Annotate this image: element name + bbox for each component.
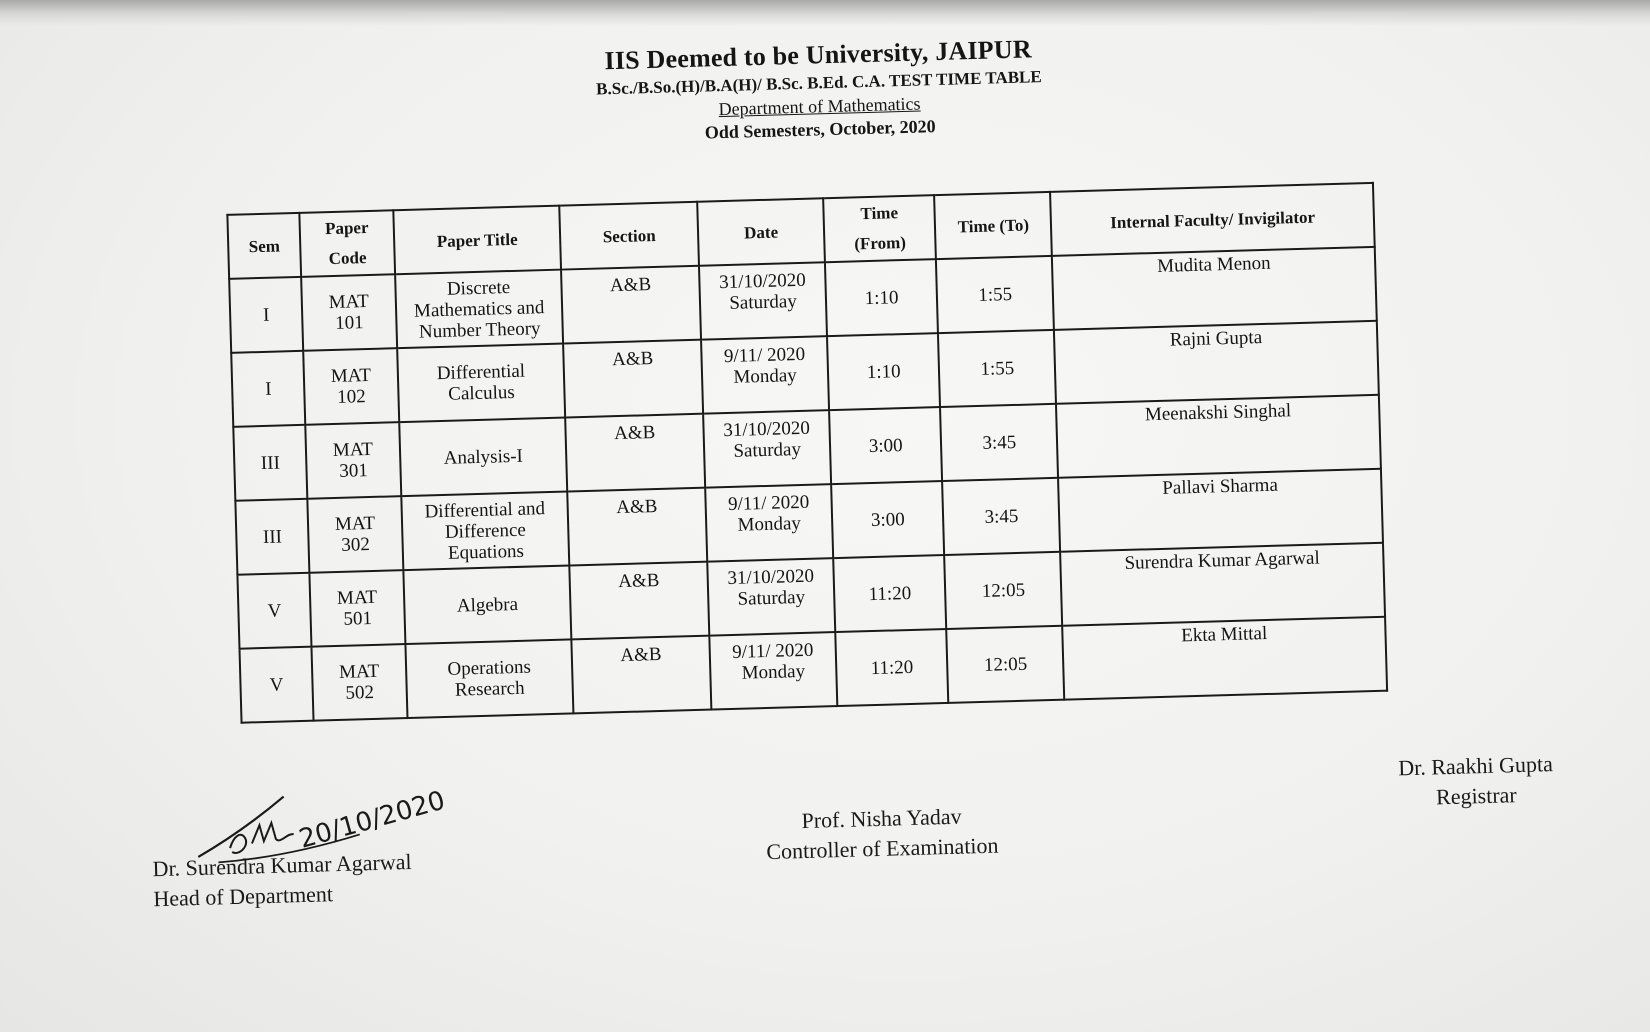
cell-sem: I [229, 277, 303, 353]
cell-paper-title: Algebra [403, 565, 572, 644]
cell-date: 9/11/ 2020 Monday [705, 484, 833, 561]
cell-date: 9/11/ 2020 Monday [709, 632, 837, 709]
cell-faculty: Rajni Gupta [1054, 321, 1378, 404]
programme-title: B.Sc./B.So.(H)/B.A(H)/ B.Sc. B.Ed. C.A. TEST TIME TABLE [595, 67, 1042, 99]
cell-paper-code: MAT 502 [312, 644, 408, 721]
timetable [226, 182, 1388, 724]
cell-paper-title: Discrete Mathematics and Number Theory [395, 270, 564, 349]
cell-sem: I [231, 351, 305, 427]
cell-time-from: 1:10 [827, 333, 940, 410]
university-title: IIS Deemed to be University, JAIPUR [604, 34, 1033, 76]
cell-sem: III [235, 499, 309, 575]
cell-faculty: Surendra Kumar Agarwal [1061, 543, 1385, 626]
cell-faculty: Ekta Mittal [1063, 617, 1387, 700]
coe-name: Prof. Nisha Yadav [801, 803, 962, 834]
cell-paper-code: MAT 302 [307, 496, 403, 573]
cell-date: 9/11/ 2020 Monday [701, 336, 829, 413]
cell-faculty: Meenakshi Singhal [1056, 395, 1380, 478]
cell-time-from: 3:00 [829, 407, 942, 484]
coe-title: Controller of Examination [766, 832, 999, 865]
registrar-signatory [1398, 749, 1554, 813]
coe-signatory [765, 801, 999, 867]
document-header [388, 27, 1250, 152]
cell-section: A&B [561, 266, 701, 344]
cell-faculty: Pallavi Sharma [1059, 469, 1383, 552]
cell-time-from: 11:20 [833, 555, 946, 632]
cell-date: 31/10/2020 Saturday [703, 410, 831, 487]
cell-section: A&B [565, 414, 705, 492]
cell-sem: V [237, 573, 311, 649]
cell-faculty: Mudita Menon [1052, 247, 1376, 330]
cell-section: A&B [563, 340, 703, 418]
cell-paper-code: MAT 101 [301, 274, 397, 351]
registrar-name: Dr. Raakhi Gupta [1397, 751, 1554, 781]
cell-paper-code: MAT 102 [303, 348, 399, 425]
header-sem: Sem [227, 213, 301, 279]
cell-time-to: 1:55 [938, 330, 1056, 407]
cell-time-from: 11:20 [835, 629, 948, 706]
cell-paper-title: Analysis-I [399, 418, 568, 497]
cell-time-to: 3:45 [940, 404, 1058, 481]
cell-time-to: 3:45 [942, 478, 1060, 555]
department-title: Department of Mathematics [718, 93, 921, 120]
cell-date: 31/10/2020 Saturday [707, 558, 835, 635]
cell-paper-code: MAT 301 [305, 422, 401, 499]
header-time-to: Time (To) [934, 192, 1052, 259]
cell-section: A&B [568, 488, 708, 566]
hod-signatory [152, 847, 413, 914]
cell-date: 31/10/2020 Saturday [699, 262, 827, 339]
registrar-title: Registrar [1435, 782, 1518, 810]
header-date: Date [697, 198, 825, 265]
cell-paper-code: MAT 501 [310, 570, 406, 647]
header-section: Section [560, 202, 699, 270]
hod-title: Head of Department [153, 881, 334, 912]
cell-time-from: 1:10 [825, 259, 938, 336]
cell-sem: III [233, 425, 307, 501]
header-paper-code: Paper Code [300, 210, 395, 277]
cell-time-to: 1:55 [936, 256, 1054, 333]
cell-time-to: 12:05 [946, 626, 1064, 703]
session-title: Odd Semesters, October, 2020 [704, 116, 936, 143]
cell-time-to: 12:05 [944, 552, 1062, 629]
cell-paper-title: Operations Research [405, 639, 574, 718]
cell-section: A&B [572, 636, 712, 714]
hod-name: Dr. Surendra Kumar Agarwal [152, 848, 412, 882]
cell-section: A&B [570, 562, 710, 640]
cell-paper-title: Differential Calculus [397, 344, 566, 423]
signature-date: 20/10/2020 [295, 785, 449, 855]
cell-time-from: 3:00 [831, 481, 944, 558]
cell-paper-title: Differential and Difference Equations [401, 491, 570, 570]
header-faculty: Internal Faculty/ Invigilator [1051, 183, 1375, 256]
cell-sem: V [239, 647, 313, 723]
header-paper-title: Paper Title [393, 206, 561, 275]
header-time-from: Time (From) [823, 195, 936, 262]
